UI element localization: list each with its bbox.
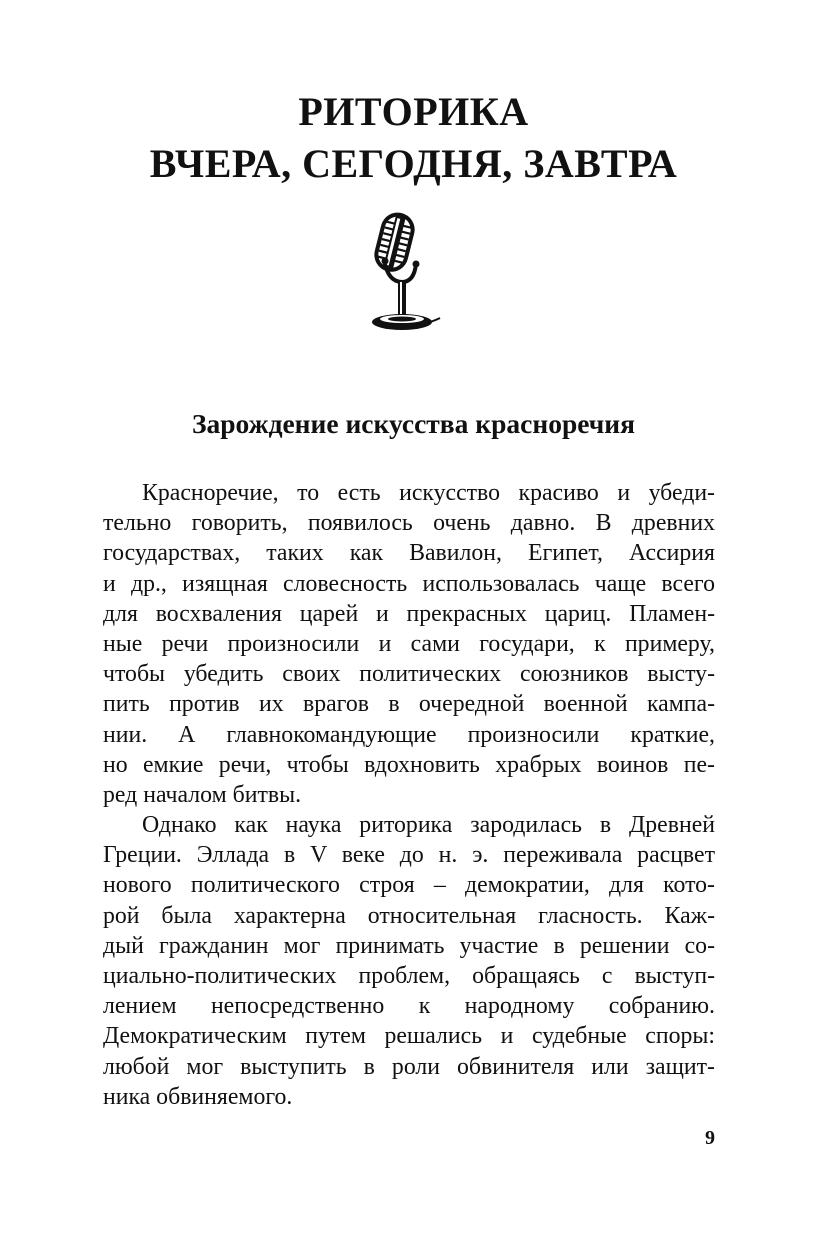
paragraph-2-line: Однако как наука риторика зародилась в Древней bbox=[142, 812, 715, 839]
paragraph-2-line: лением непосредственно к народному собранию. bbox=[103, 993, 715, 1020]
paragraph-1-line: ред началом битвы. bbox=[103, 781, 302, 808]
paragraph-1-line: государствах, таких как Вавилон, Египет, Ассирия bbox=[103, 540, 715, 567]
paragraph-1-line: Красноречие, то есть искусство красиво и убеди- bbox=[142, 480, 715, 506]
paragraph-2-line: Демократическим путем решались и судебные споры: bbox=[103, 1023, 715, 1050]
paragraph-2-line: Греции. Эллада в V веке до н. э. переживала расцвет bbox=[103, 842, 715, 869]
body-text bbox=[103, 478, 715, 1112]
paragraph-1-line: но емкие речи, чтобы вдохновить храбрых воинов пе- bbox=[103, 751, 715, 778]
paragraph-2-line: рой была характерна относительная гласность. Каж- bbox=[103, 902, 715, 929]
chapter-title bbox=[0, 86, 827, 190]
paragraph-2-line: дый гражданин мог принимать участие в решении со- bbox=[103, 932, 715, 959]
paragraph-1-line: нии. А главнокомандующие произносили краткие, bbox=[103, 721, 715, 748]
paragraph-1-line: для восхваления царей и прекрасных цариц. Пламен- bbox=[103, 600, 715, 627]
paragraph-2-line: любой мог выступить в роли обвинителя или защит- bbox=[103, 1053, 715, 1080]
section-heading: Зарождение искусства красноречия bbox=[192, 408, 635, 439]
paragraph-1-line: и др., изящная словесность использовалась чаще всего bbox=[103, 570, 715, 597]
paragraph-2-line: циально-политических проблем, обращаясь с выступ- bbox=[103, 963, 715, 989]
page-number: 9 bbox=[705, 1127, 715, 1149]
paragraph-1-line: тельно говорить, появилось очень давно. В древних bbox=[103, 510, 715, 537]
paragraph-2-line: ника обвиняемого. bbox=[103, 1083, 293, 1110]
microphone-icon bbox=[362, 208, 442, 334]
paragraph-1-line: пить против их врагов в очередной военной кампа- bbox=[103, 691, 715, 718]
paragraph-2-line: нового политического строя – демократии, для кото- bbox=[103, 872, 715, 899]
paragraph-1-line: чтобы убедить своих политических союзников высту- bbox=[103, 661, 715, 688]
chapter-title-line-1: РИТОРИКА bbox=[298, 89, 529, 134]
paragraph-1-line: ные речи произносили и сами государи, к примеру, bbox=[103, 630, 715, 657]
chapter-title-line-2: ВЧЕРА, СЕГОДНЯ, ЗАВТРА bbox=[149, 141, 678, 186]
